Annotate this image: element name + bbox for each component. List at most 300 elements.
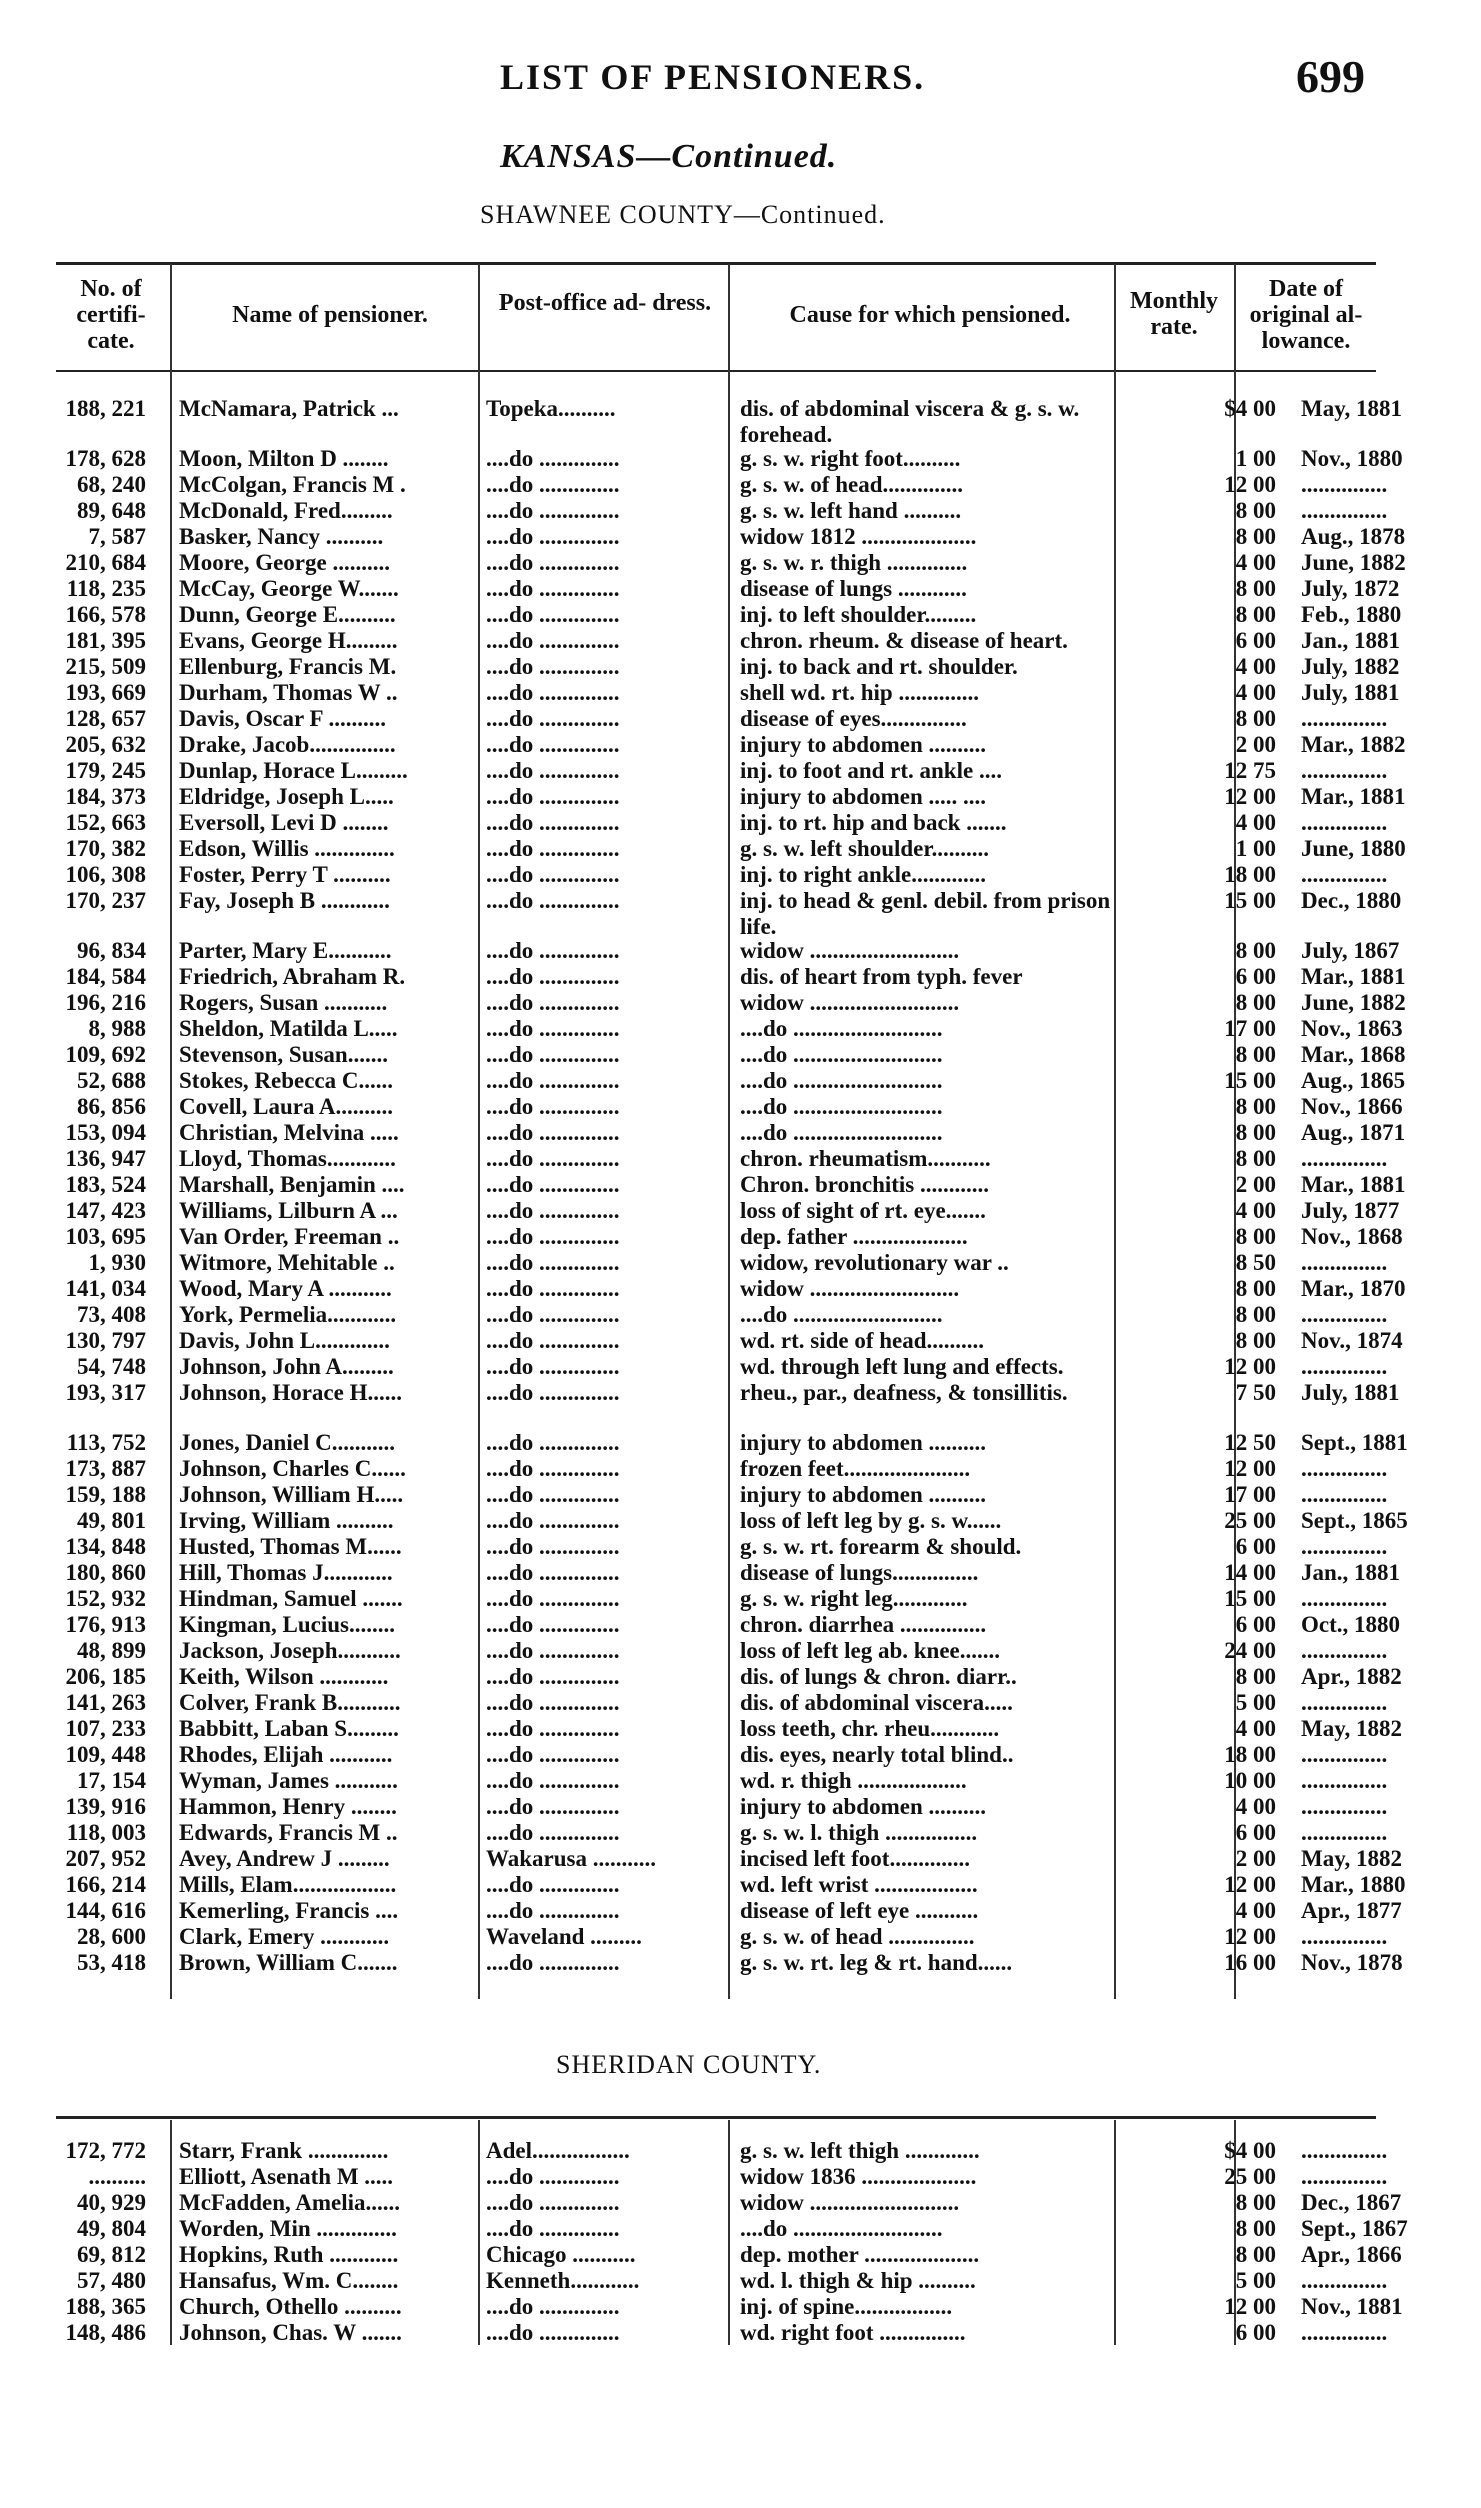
- monthly-rate: 17 00: [1224, 1482, 1276, 1507]
- page-title: LIST OF PENSIONERS.: [500, 57, 926, 97]
- pension-cause: g. s. w. r. thigh ..............: [740, 550, 968, 575]
- allowance-date: May, 1881: [1301, 396, 1402, 421]
- pension-cause: frozen feet......................: [740, 1456, 971, 1481]
- certificate-number: 136, 947: [65, 1146, 146, 1171]
- allowance-date: Apr., 1877: [1301, 1898, 1402, 1923]
- certificate-number: 166, 214: [65, 1872, 146, 1897]
- certificate-number: 148, 486: [65, 2320, 146, 2345]
- table-row: [56, 498, 1388, 524]
- monthly-rate: 17 00: [1224, 1016, 1276, 1041]
- pension-cause: inj. to rt. hip and back .......: [740, 810, 1007, 835]
- monthly-rate: 12 00: [1224, 1456, 1276, 1481]
- pension-cause: loss teeth, chr. rheu............: [740, 1716, 1000, 1741]
- pensioner-name: Fay, Joseph B ............: [179, 888, 390, 913]
- table-row: [56, 810, 1388, 836]
- pension-cause: widow 1812 ....................: [740, 524, 977, 549]
- table-row: [56, 1146, 1388, 1172]
- post-office-address: ....do ..............: [486, 1768, 620, 1793]
- pensioner-name: Durham, Thomas W ..: [179, 680, 398, 705]
- allowance-date: Mar., 1881: [1301, 1172, 1406, 1197]
- allowance-date: June, 1882: [1301, 990, 1406, 1015]
- monthly-rate: 8 00: [1235, 498, 1276, 523]
- post-office-address: ....do ..............: [486, 836, 620, 861]
- pension-cause: dis. of abdominal viscera & g. s. w. forehead.: [740, 396, 1080, 447]
- monthly-rate: 4 00: [1235, 1794, 1276, 1819]
- pension-cause: g. s. w. rt. leg & rt. hand......: [740, 1950, 1013, 1975]
- allowance-date: ...............: [1301, 498, 1388, 523]
- post-office-address: ....do ..............: [486, 550, 620, 575]
- pensioner-name: Sheldon, Matilda L.....: [179, 1016, 398, 1041]
- post-office-address: ....do ..............: [486, 446, 620, 471]
- monthly-rate: 8 50: [1235, 1250, 1276, 1275]
- certificate-number: 205, 632: [65, 732, 146, 757]
- table-row: [56, 758, 1388, 784]
- pension-cause: dis. of lungs & chron. diarr..: [740, 1664, 1017, 1689]
- monthly-rate: 8 00: [1235, 602, 1276, 627]
- table-row: [56, 1042, 1406, 1068]
- allowance-date: Nov., 1874: [1301, 1328, 1403, 1353]
- monthly-rate: 6 00: [1235, 964, 1276, 989]
- certificate-number: 68, 240: [77, 472, 146, 497]
- table-row: [56, 1224, 1403, 1250]
- pensioner-name: Worden, Min ..............: [179, 2216, 397, 2241]
- column-header-name: Name of pensioner.: [232, 302, 428, 328]
- monthly-rate: 24 00: [1224, 1638, 1276, 1663]
- pensioner-name: Johnson, Charles C......: [179, 1456, 406, 1481]
- pension-cause: inj. of spine.................: [740, 2294, 953, 2319]
- pension-cause: inj. to foot and rt. ankle ....: [740, 758, 1002, 783]
- table-row: [56, 576, 1400, 602]
- pensioner-name: Moore, George ..........: [179, 550, 390, 575]
- post-office-address: Kenneth............: [486, 2268, 640, 2293]
- pension-cause: ....do ..........................: [740, 1302, 943, 1327]
- pensioner-name: Brown, William C.......: [179, 1950, 398, 1975]
- post-office-address: ....do ..............: [486, 2294, 620, 2319]
- monthly-rate: 6 00: [1235, 1534, 1276, 1559]
- pensioner-name: Hansafus, Wm. C........: [179, 2268, 399, 2293]
- post-office-address: ....do ..............: [486, 1198, 620, 1223]
- allowance-date: Mar., 1868: [1301, 1042, 1406, 1067]
- certificate-number: 178, 628: [65, 446, 146, 471]
- pensioner-name: Moon, Milton D ........: [179, 446, 389, 471]
- allowance-date: ...............: [1301, 1586, 1388, 1611]
- pension-cause: chron. rheum. & disease of heart.: [740, 628, 1068, 653]
- monthly-rate: 8 00: [1235, 1120, 1276, 1145]
- pension-cause: ....do ..........................: [740, 1016, 943, 1041]
- table-row: [56, 2190, 1402, 2216]
- pension-cause: disease of eyes...............: [740, 706, 967, 731]
- monthly-rate: 10 00: [1224, 1768, 1276, 1793]
- allowance-date: ...............: [1301, 1924, 1388, 1949]
- table-row: [56, 964, 1406, 990]
- certificate-number: 210, 684: [65, 550, 146, 575]
- certificate-number: 54, 748: [77, 1354, 146, 1379]
- table-row: [56, 628, 1401, 654]
- allowance-date: Sept., 1867: [1301, 2216, 1408, 2241]
- post-office-address: ....do ..............: [486, 1224, 620, 1249]
- monthly-rate: 14 00: [1224, 1560, 1276, 1585]
- pensioner-name: Eversoll, Levi D ........: [179, 810, 389, 835]
- monthly-rate: 4 00: [1235, 810, 1276, 835]
- certificate-number: 53, 418: [77, 1950, 146, 1975]
- pension-cause: inj. to head & genl. debil. from prison life.: [740, 888, 1111, 939]
- allowance-date: Aug., 1878: [1301, 524, 1406, 549]
- monthly-rate: 12 00: [1224, 1872, 1276, 1897]
- post-office-address: ....do ..............: [486, 654, 620, 679]
- monthly-rate: 8 00: [1235, 524, 1276, 549]
- certificate-number: 184, 584: [65, 964, 146, 989]
- pension-cause: ....do ..........................: [740, 1068, 943, 1093]
- monthly-rate: 2 00: [1235, 732, 1276, 757]
- post-office-address: ....do ..............: [486, 2190, 620, 2215]
- allowance-date: June, 1882: [1301, 550, 1406, 575]
- monthly-rate: $4 00: [1224, 2138, 1276, 2163]
- post-office-address: ....do ..............: [486, 472, 620, 497]
- page-number: 699: [1296, 51, 1365, 102]
- certificate-number: 118, 003: [66, 1820, 146, 1845]
- pensioner-name: Rogers, Susan ...........: [179, 990, 388, 1015]
- pension-cause: disease of lungs...............: [740, 1560, 979, 1585]
- certificate-number: 106, 308: [65, 862, 146, 887]
- allowance-date: ...............: [1301, 2320, 1388, 2345]
- monthly-rate: 6 00: [1235, 1612, 1276, 1637]
- monthly-rate: 15 00: [1224, 888, 1276, 913]
- pensioner-name: York, Permelia............: [179, 1302, 397, 1327]
- table-row: [56, 2138, 1388, 2164]
- monthly-rate: 12 75: [1224, 758, 1276, 783]
- allowance-date: Mar., 1870: [1301, 1276, 1406, 1301]
- post-office-address: ....do ..............: [486, 1380, 620, 1405]
- table-row: [56, 1068, 1406, 1094]
- table-row: [56, 2164, 1388, 2190]
- county-heading: SHERIDAN COUNTY.: [556, 2050, 822, 2079]
- post-office-address: ....do ..............: [486, 1328, 620, 1353]
- pensioner-name: McNamara, Patrick ...: [179, 396, 399, 421]
- pension-cause: wd. r. thigh ...................: [740, 1768, 967, 1793]
- allowance-date: Oct., 1880: [1301, 1612, 1401, 1637]
- pension-cause: widow 1836 ....................: [740, 2164, 977, 2189]
- post-office-address: ....do ..............: [486, 758, 620, 783]
- table-row: [56, 524, 1406, 550]
- monthly-rate: 4 00: [1235, 680, 1276, 705]
- pension-cause: loss of left leg by g. s. w......: [740, 1508, 1002, 1533]
- certificate-number: 8, 988: [88, 1016, 146, 1041]
- certificate-number: 188, 221: [65, 396, 146, 421]
- certificate-number: 206, 185: [65, 1664, 146, 1689]
- pension-cause: g. s. w. rt. forearm & should.: [740, 1534, 1022, 1559]
- certificate-number: 170, 382: [65, 836, 146, 861]
- table-row: [56, 1898, 1402, 1924]
- table-row: [56, 1250, 1388, 1276]
- table-row: [56, 2320, 1388, 2346]
- table-row: [56, 1508, 1408, 1534]
- pensioner-name: Johnson, William H.....: [179, 1482, 404, 1507]
- pensioner-name: Jones, Daniel C...........: [179, 1430, 395, 1455]
- monthly-rate: 5 00: [1235, 2268, 1276, 2293]
- pension-cause: widow, revolutionary war ..: [740, 1250, 1009, 1275]
- post-office-address: ....do ..............: [486, 1742, 620, 1767]
- allowance-date: Jan., 1881: [1301, 628, 1401, 653]
- certificate-number: 130, 797: [65, 1328, 146, 1353]
- certificate-number: 128, 657: [65, 706, 146, 731]
- pensioner-name: Foster, Perry T ..........: [179, 862, 391, 887]
- monthly-rate: 18 00: [1224, 862, 1276, 887]
- post-office-address: ....do ..............: [486, 1872, 620, 1897]
- table-row: [56, 1534, 1388, 1560]
- table-row: [56, 1950, 1403, 1976]
- table-row: [56, 1560, 1401, 1586]
- certificate-number: 159, 188: [65, 1482, 146, 1507]
- post-office-address: ....do ..............: [486, 680, 620, 705]
- post-office-address: ....do ..............: [486, 2216, 620, 2241]
- pensioner-name: Edson, Willis ..............: [179, 836, 395, 861]
- table-row: [56, 1430, 1408, 1456]
- post-office-address: ....do ..............: [486, 1042, 620, 1067]
- pension-cause: g. s. w. right leg.............: [740, 1586, 968, 1611]
- pensioner-name: Stokes, Rebecca C......: [179, 1068, 393, 1093]
- post-office-address: ....do ..............: [486, 1302, 620, 1327]
- table-row: [56, 706, 1388, 732]
- table-row: [56, 1872, 1406, 1898]
- allowance-date: Dec., 1867: [1301, 2190, 1402, 2215]
- table-row: [56, 1690, 1388, 1716]
- table-row: [56, 1794, 1388, 1820]
- table-row: [56, 1302, 1388, 1328]
- certificate-number: ..........: [88, 2164, 146, 2189]
- monthly-rate: 25 00: [1224, 2164, 1276, 2189]
- pension-cause: ....do ..........................: [740, 2216, 943, 2241]
- pensioner-name: Clark, Emery ............: [179, 1924, 390, 1949]
- allowance-date: Apr., 1866: [1301, 2242, 1402, 2267]
- pensioner-name: Johnson, Chas. W .......: [179, 2320, 402, 2345]
- monthly-rate: 8 00: [1235, 1302, 1276, 1327]
- post-office-address: ....do ..............: [486, 810, 620, 835]
- allowance-date: Sept., 1865: [1301, 1508, 1408, 1533]
- certificate-number: 49, 804: [77, 2216, 146, 2241]
- table-top-rule: [56, 262, 1376, 265]
- post-office-address: ....do ..............: [486, 990, 620, 1015]
- certificate-number: 172, 772: [65, 2138, 146, 2163]
- pensioner-name: Van Order, Freeman ..: [179, 1224, 400, 1249]
- pensioner-name: Parter, Mary E...........: [179, 938, 392, 963]
- allowance-date: May, 1882: [1301, 1716, 1402, 1741]
- monthly-rate: 18 00: [1224, 1742, 1276, 1767]
- pensioner-name: Kingman, Lucius........: [179, 1612, 395, 1637]
- pension-cause: inj. to left shoulder.........: [740, 602, 977, 627]
- monthly-rate: 8 00: [1235, 2190, 1276, 2215]
- monthly-rate: 8 00: [1235, 1042, 1276, 1067]
- table-row: [56, 990, 1406, 1016]
- pension-cause: g. s. w. left hand ..........: [740, 498, 962, 523]
- certificate-number: 176, 913: [65, 1612, 146, 1637]
- pensioner-name: Wyman, James ...........: [179, 1768, 398, 1793]
- allowance-date: ...............: [1301, 1690, 1388, 1715]
- pensioner-name: Lloyd, Thomas............: [179, 1146, 396, 1171]
- column-header-address: Post-office ad- dress.: [498, 290, 712, 316]
- pensioner-name: Hill, Thomas J............: [179, 1560, 393, 1585]
- post-office-address: ....do ..............: [486, 524, 620, 549]
- pensioner-name: Johnson, Horace H......: [179, 1380, 402, 1405]
- pension-cause: dep. father ....................: [740, 1224, 968, 1249]
- monthly-rate: 12 50: [1224, 1430, 1276, 1455]
- certificate-number: 141, 263: [65, 1690, 146, 1715]
- monthly-rate: 6 00: [1235, 628, 1276, 653]
- pensioner-name: McFadden, Amelia......: [179, 2190, 401, 2215]
- certificate-number: 134, 848: [65, 1534, 146, 1559]
- certificate-number: 207, 952: [65, 1846, 146, 1871]
- pensioner-name: Covell, Laura A..........: [179, 1094, 394, 1119]
- allowance-date: ...............: [1301, 758, 1388, 783]
- pension-cause: g. s. w. of head..............: [740, 472, 963, 497]
- certificate-number: 48, 899: [77, 1638, 146, 1663]
- post-office-address: ....do ..............: [486, 576, 620, 601]
- pensioner-name: Ellenburg, Francis M.: [179, 654, 397, 679]
- table-row: [56, 2268, 1388, 2294]
- pension-cause: widow ..........................: [740, 1276, 960, 1301]
- certificate-number: 152, 663: [65, 810, 146, 835]
- post-office-address: Chicago ...........: [486, 2242, 636, 2267]
- pension-cause: loss of sight of rt. eye.......: [740, 1198, 986, 1223]
- monthly-rate: 12 00: [1224, 784, 1276, 809]
- post-office-address: ....do ..............: [486, 1482, 620, 1507]
- allowance-date: Mar., 1881: [1301, 784, 1406, 809]
- certificate-number: 86, 856: [77, 1094, 146, 1119]
- pensioner-name: Kemerling, Francis ....: [179, 1898, 399, 1923]
- allowance-date: Feb., 1880: [1301, 602, 1402, 627]
- pensioner-name: Rhodes, Elijah ...........: [179, 1742, 393, 1767]
- post-office-address: ....do ..............: [486, 1898, 620, 1923]
- pension-cause: ....do ..........................: [740, 1042, 943, 1067]
- post-office-address: Wakarusa ...........: [486, 1846, 656, 1871]
- pension-cause: wd. right foot ...............: [740, 2320, 966, 2345]
- post-office-address: ....do ..............: [486, 1950, 620, 1975]
- pension-cause: loss of left leg ab. knee.......: [740, 1638, 1001, 1663]
- pensioner-name: Starr, Frank ..............: [179, 2138, 389, 2163]
- monthly-rate: 8 00: [1235, 938, 1276, 963]
- pension-cause: wd. through left lung and effects.: [740, 1354, 1064, 1379]
- pensioner-name: Hindman, Samuel .......: [179, 1586, 403, 1611]
- pension-cause: injury to abdomen ..... ....: [740, 784, 986, 809]
- header-bottom-rule: [56, 370, 1376, 372]
- pensioner-name: Dunlap, Horace L.........: [179, 758, 408, 783]
- allowance-date: Dec., 1880: [1301, 888, 1402, 913]
- post-office-address: ....do ..............: [486, 1534, 620, 1559]
- pension-cause: g. s. w. l. thigh ................: [740, 1820, 978, 1845]
- allowance-date: Mar., 1881: [1301, 964, 1406, 989]
- table-top-rule: [56, 2116, 1376, 2119]
- pensioner-name: Colver, Frank B...........: [179, 1690, 401, 1715]
- certificate-number: 103, 695: [65, 1224, 146, 1249]
- monthly-rate: 8 00: [1235, 2216, 1276, 2241]
- post-office-address: ....do ..............: [486, 1508, 620, 1533]
- post-office-address: ....do ..............: [486, 1690, 620, 1715]
- pension-cause: injury to abdomen ..........: [740, 732, 986, 757]
- monthly-rate: 4 00: [1235, 654, 1276, 679]
- allowance-date: ...............: [1301, 2138, 1388, 2163]
- allowance-date: Nov., 1866: [1301, 1094, 1403, 1119]
- certificate-number: 173, 887: [65, 1456, 146, 1481]
- pension-cause: dis. of heart from typh. fever: [740, 964, 1023, 989]
- post-office-address: ....do ..............: [486, 964, 620, 989]
- certificate-number: 1, 930: [88, 1250, 146, 1275]
- post-office-address: ....do ..............: [486, 888, 620, 913]
- allowance-date: ...............: [1301, 1534, 1388, 1559]
- allowance-date: ...............: [1301, 1638, 1388, 1663]
- pensioner-name: Dunn, George E..........: [179, 602, 396, 627]
- monthly-rate: 4 00: [1235, 1898, 1276, 1923]
- monthly-rate: 1 00: [1235, 836, 1276, 861]
- allowance-date: ...............: [1301, 1250, 1388, 1275]
- table-row: [56, 1016, 1403, 1042]
- table-row: [56, 1820, 1388, 1846]
- allowance-date: July, 1877: [1301, 1198, 1400, 1223]
- allowance-date: Sept., 1881: [1301, 1430, 1408, 1455]
- post-office-address: ....do ..............: [486, 1250, 620, 1275]
- table-row: [56, 862, 1388, 888]
- pensioner-name: Basker, Nancy ..........: [179, 524, 384, 549]
- pensioner-name: McColgan, Francis M .: [179, 472, 406, 497]
- post-office-address: ....do ..............: [486, 706, 620, 731]
- table-row: [56, 1172, 1406, 1198]
- allowance-date: ...............: [1301, 1146, 1388, 1171]
- certificate-number: 141, 034: [65, 1276, 146, 1301]
- monthly-rate: 15 00: [1224, 1068, 1276, 1093]
- certificate-number: 139, 916: [65, 1794, 146, 1819]
- pensioner-name: Hammon, Henry ........: [179, 1794, 397, 1819]
- table-row: [56, 1482, 1388, 1508]
- pension-cause: widow ..........................: [740, 938, 960, 963]
- certificate-number: 73, 408: [77, 1302, 146, 1327]
- certificate-number: 107, 233: [65, 1716, 146, 1741]
- pensioner-name: McCay, George W.......: [179, 576, 399, 601]
- pensioner-name: Davis, John L.............: [179, 1328, 390, 1353]
- certificate-number: 170, 237: [65, 888, 146, 913]
- post-office-address: ....do ..............: [486, 1120, 620, 1145]
- pension-cause: disease of left eye ...........: [740, 1898, 979, 1923]
- table-row: [56, 550, 1406, 576]
- pension-cause: shell wd. rt. hip ..............: [740, 680, 979, 705]
- post-office-address: ....do ..............: [486, 1276, 620, 1301]
- post-office-address: Adel.................: [486, 2138, 630, 2163]
- post-office-address: ....do ..............: [486, 1456, 620, 1481]
- certificate-number: 153, 094: [65, 1120, 146, 1145]
- pensioner-name: Wood, Mary A ...........: [179, 1276, 392, 1301]
- pensioner-name: Avey, Andrew J .........: [179, 1846, 390, 1871]
- pensioner-name: Marshall, Benjamin ....: [179, 1172, 405, 1197]
- table-row: [56, 446, 1403, 472]
- monthly-rate: 12 00: [1224, 1354, 1276, 1379]
- table-row: [56, 1924, 1388, 1950]
- pensioner-name: Drake, Jacob...............: [179, 732, 396, 757]
- certificate-number: 183, 524: [65, 1172, 146, 1197]
- table-row: [56, 732, 1406, 758]
- column-header-date: Date of original al- lowance.: [1249, 276, 1363, 354]
- certificate-number: 49, 801: [77, 1508, 146, 1533]
- post-office-address: Waveland .........: [486, 1924, 642, 1949]
- pension-cause: g. s. w. of head ...............: [740, 1924, 975, 1949]
- monthly-rate: 8 00: [1235, 1094, 1276, 1119]
- monthly-rate: 4 00: [1235, 1716, 1276, 1741]
- monthly-rate: 8 00: [1235, 1146, 1276, 1171]
- pension-cause: chron. rheumatism...........: [740, 1146, 991, 1171]
- table-row: [56, 2242, 1402, 2268]
- table-row: [56, 836, 1406, 862]
- post-office-address: ....do ..............: [486, 938, 620, 963]
- monthly-rate: 8 00: [1235, 576, 1276, 601]
- allowance-date: Nov., 1878: [1301, 1950, 1403, 1975]
- certificate-number: 181, 395: [65, 628, 146, 653]
- allowance-date: ...............: [1301, 472, 1388, 497]
